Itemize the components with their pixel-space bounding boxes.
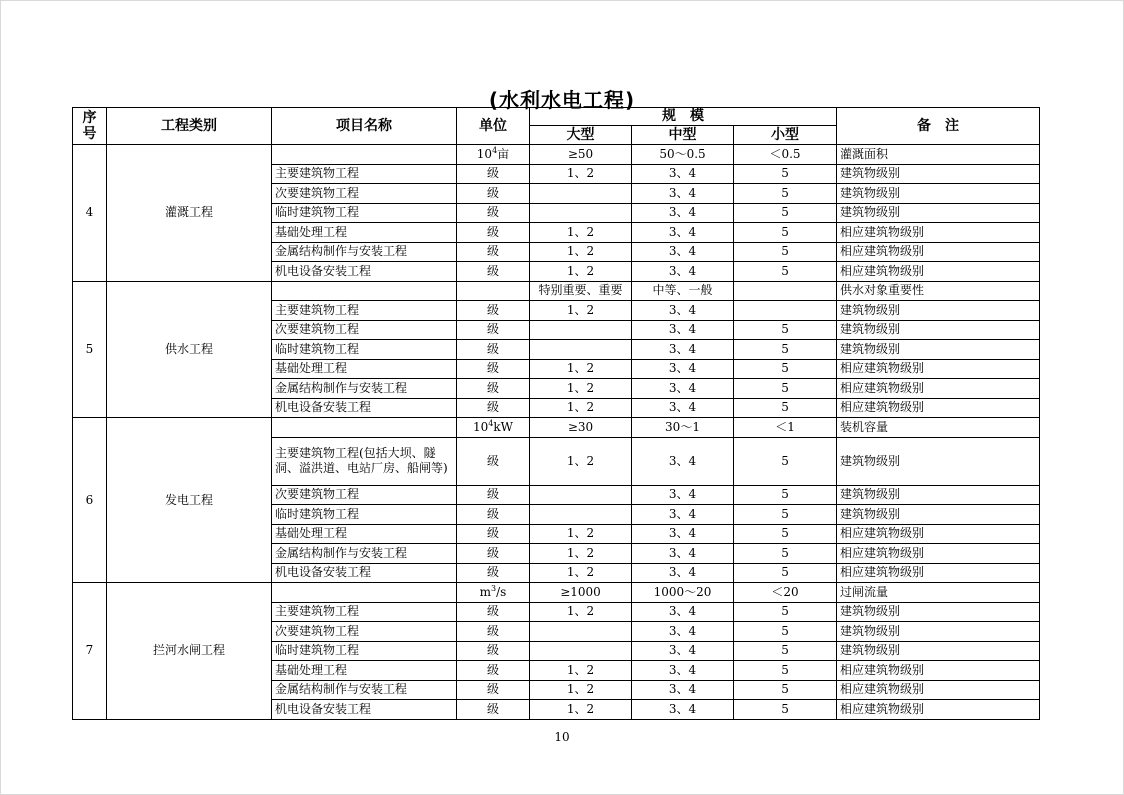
item-cell: 基础处理工程 [272, 359, 457, 379]
note-cell: 相应建筑物级别 [837, 242, 1040, 262]
large-cell [530, 184, 632, 204]
unit-cell: 级 [457, 505, 530, 525]
small-cell: 5 [734, 622, 837, 642]
unit-cell: 级 [457, 563, 530, 583]
medium-cell: 30～1 [632, 418, 734, 438]
unit-cell: 级 [457, 164, 530, 184]
unit-cell [457, 583, 530, 603]
note-cell: 相应建筑物级别 [837, 398, 1040, 418]
note-cell: 建筑物级别 [837, 301, 1040, 321]
note-cell: 供水对象重要性 [837, 281, 1040, 301]
item-cell: 临时建筑物工程 [272, 340, 457, 360]
medium-cell: 3、4 [632, 359, 734, 379]
header-seq [73, 108, 107, 145]
medium-cell: 3、4 [632, 203, 734, 223]
item-cell: 主要建筑物工程 [272, 602, 457, 622]
seq-cell: 4 [73, 145, 107, 282]
header-small: 小型 [734, 126, 837, 145]
unit-exponent: 4 [488, 418, 494, 428]
note-cell: 建筑物级别 [837, 164, 1040, 184]
small-cell [734, 281, 837, 301]
medium-cell: 3、4 [632, 398, 734, 418]
small-cell: 5 [734, 661, 837, 681]
item-cell: 主要建筑物工程 [272, 301, 457, 321]
note-cell: 建筑物级别 [837, 602, 1040, 622]
page-number: 10 [554, 730, 570, 744]
item-cell: 临时建筑物工程 [272, 641, 457, 661]
item-cell [272, 281, 457, 301]
note-cell: 相应建筑物级别 [837, 700, 1040, 720]
medium-cell: 3、4 [632, 622, 734, 642]
item-cell: 主要建筑物工程(包括大坝、隧洞、溢洪道、电站厂房、船闸等) [272, 437, 457, 485]
large-cell: 1、2 [530, 437, 632, 485]
unit-base: 10 [476, 146, 493, 161]
small-cell: 5 [734, 544, 837, 564]
header-category: 工程类别 [107, 108, 272, 145]
note-cell: 相应建筑物级别 [837, 524, 1040, 544]
category-cell: 供水工程 [107, 281, 272, 418]
medium-cell: 3、4 [632, 661, 734, 681]
item-cell: 机电设备安装工程 [272, 700, 457, 720]
note-cell: 过闸流量 [837, 583, 1040, 603]
header-scale: 规 模 [530, 108, 837, 126]
item-cell [272, 145, 457, 165]
large-cell: 1、2 [530, 359, 632, 379]
large-cell: ≥1000 [530, 583, 632, 603]
large-cell: 1、2 [530, 661, 632, 681]
category-cell: 拦河水闸工程 [107, 583, 272, 720]
medium-cell: 3、4 [632, 524, 734, 544]
small-cell: 5 [734, 641, 837, 661]
large-cell: 特别重要、重要 [530, 281, 632, 301]
unit-cell: 级 [457, 524, 530, 544]
item-cell: 基础处理工程 [272, 223, 457, 243]
small-cell: 5 [734, 437, 837, 485]
unit-rest: /s [496, 584, 507, 599]
large-cell: ≥30 [530, 418, 632, 438]
small-cell: 5 [734, 340, 837, 360]
item-cell: 临时建筑物工程 [272, 203, 457, 223]
item-cell [272, 418, 457, 438]
unit-cell: 级 [457, 485, 530, 505]
unit-cell: 级 [457, 398, 530, 418]
note-cell: 建筑物级别 [837, 184, 1040, 204]
item-cell: 次要建筑物工程 [272, 622, 457, 642]
large-cell: 1、2 [530, 242, 632, 262]
item-cell: 机电设备安装工程 [272, 398, 457, 418]
small-cell: 5 [734, 563, 837, 583]
large-cell: 1、2 [530, 301, 632, 321]
medium-cell: 3、4 [632, 505, 734, 525]
large-cell: 1、2 [530, 379, 632, 399]
medium-cell: 3、4 [632, 602, 734, 622]
small-cell: 5 [734, 398, 837, 418]
unit-cell: 级 [457, 262, 530, 282]
medium-cell: 3、4 [632, 262, 734, 282]
header-large: 大型 [530, 126, 632, 145]
small-cell [734, 301, 837, 321]
unit-exponent: 3 [491, 583, 497, 593]
small-cell: 5 [734, 242, 837, 262]
small-cell: 5 [734, 379, 837, 399]
note-cell: 建筑物级别 [837, 485, 1040, 505]
note-cell: 相应建筑物级别 [837, 563, 1040, 583]
small-cell: 5 [734, 359, 837, 379]
large-cell [530, 340, 632, 360]
category-cell: 灌溉工程 [107, 145, 272, 282]
note-cell: 相应建筑物级别 [837, 379, 1040, 399]
seq-cell: 6 [73, 418, 107, 583]
header-unit: 单位 [457, 108, 530, 145]
unit-rest: 亩 [497, 146, 510, 161]
note-cell: 灌溉面积 [837, 145, 1040, 165]
item-cell: 金属结构制作与安装工程 [272, 544, 457, 564]
medium-cell: 3、4 [632, 437, 734, 485]
unit-cell: 级 [457, 680, 530, 700]
header-item: 项目名称 [272, 108, 457, 145]
seq-cell: 5 [73, 281, 107, 418]
medium-cell: 3、4 [632, 301, 734, 321]
note-cell: 建筑物级别 [837, 320, 1040, 340]
item-cell: 基础处理工程 [272, 661, 457, 681]
large-cell [530, 485, 632, 505]
unit-cell: 级 [457, 641, 530, 661]
small-cell: 5 [734, 262, 837, 282]
medium-cell: 1000～20 [632, 583, 734, 603]
large-cell: 1、2 [530, 563, 632, 583]
note-cell: 装机容量 [837, 418, 1040, 438]
medium-cell: 3、4 [632, 379, 734, 399]
unit-cell: 级 [457, 320, 530, 340]
small-cell: 5 [734, 524, 837, 544]
item-cell: 临时建筑物工程 [272, 505, 457, 525]
medium-cell: 3、4 [632, 485, 734, 505]
medium-cell: 3、4 [632, 563, 734, 583]
large-cell: 1、2 [530, 223, 632, 243]
small-cell: ＜1 [734, 418, 837, 438]
scale-table [72, 107, 1040, 720]
unit-cell: 级 [457, 203, 530, 223]
medium-cell: 3、4 [632, 164, 734, 184]
unit-cell [457, 418, 530, 438]
unit-cell: 级 [457, 301, 530, 321]
table-body [73, 145, 1040, 720]
table-row [73, 281, 1040, 301]
unit-cell [457, 145, 530, 165]
unit-cell: 级 [457, 242, 530, 262]
table-row [73, 583, 1040, 603]
large-cell: 1、2 [530, 398, 632, 418]
unit-cell [457, 281, 530, 301]
small-cell: 5 [734, 680, 837, 700]
note-cell: 建筑物级别 [837, 641, 1040, 661]
note-cell: 建筑物级别 [837, 437, 1040, 485]
page-title: (水利水电工程) [488, 88, 636, 112]
unit-cell: 级 [457, 622, 530, 642]
large-cell [530, 320, 632, 340]
item-cell: 次要建筑物工程 [272, 184, 457, 204]
note-cell: 相应建筑物级别 [837, 359, 1040, 379]
small-cell: 5 [734, 700, 837, 720]
item-cell: 机电设备安装工程 [272, 563, 457, 583]
medium-cell: 50～0.5 [632, 145, 734, 165]
item-cell [272, 583, 457, 603]
header-medium: 中型 [632, 126, 734, 145]
item-cell: 金属结构制作与安装工程 [272, 242, 457, 262]
medium-cell: 3、4 [632, 184, 734, 204]
medium-cell: 3、4 [632, 242, 734, 262]
table-row [73, 145, 1040, 165]
large-cell: 1、2 [530, 524, 632, 544]
medium-cell: 3、4 [632, 680, 734, 700]
small-cell: 5 [734, 485, 837, 505]
note-cell: 相应建筑物级别 [837, 544, 1040, 564]
note-cell: 相应建筑物级别 [837, 680, 1040, 700]
unit-cell: 级 [457, 602, 530, 622]
note-cell: 建筑物级别 [837, 622, 1040, 642]
unit-cell: 级 [457, 379, 530, 399]
header-seq-bottom: 号 [82, 126, 97, 142]
large-cell [530, 622, 632, 642]
header-seq-top: 序 [82, 110, 97, 126]
small-cell: 5 [734, 184, 837, 204]
large-cell: 1、2 [530, 164, 632, 184]
medium-cell: 3、4 [632, 320, 734, 340]
seq-cell: 7 [73, 583, 107, 720]
header-note: 备 注 [837, 108, 1040, 145]
item-cell: 次要建筑物工程 [272, 320, 457, 340]
unit-cell: 级 [457, 340, 530, 360]
unit-rest: kW [493, 419, 513, 434]
small-cell: 5 [734, 203, 837, 223]
small-cell: 5 [734, 164, 837, 184]
medium-cell: 3、4 [632, 641, 734, 661]
medium-cell: 3、4 [632, 223, 734, 243]
item-cell: 机电设备安装工程 [272, 262, 457, 282]
unit-cell: 级 [457, 223, 530, 243]
note-cell: 建筑物级别 [837, 203, 1040, 223]
large-cell [530, 203, 632, 223]
unit-cell: 级 [457, 437, 530, 485]
item-cell: 主要建筑物工程 [272, 164, 457, 184]
large-cell [530, 505, 632, 525]
medium-cell: 3、4 [632, 700, 734, 720]
unit-cell: 级 [457, 544, 530, 564]
table-row [73, 418, 1040, 438]
item-cell: 基础处理工程 [272, 524, 457, 544]
small-cell: 5 [734, 320, 837, 340]
large-cell: 1、2 [530, 544, 632, 564]
small-cell: ＜20 [734, 583, 837, 603]
unit-base: m [479, 584, 492, 599]
small-cell: 5 [734, 223, 837, 243]
item-cell: 金属结构制作与安装工程 [272, 379, 457, 399]
note-cell: 相应建筑物级别 [837, 262, 1040, 282]
medium-cell: 中等、一般 [632, 281, 734, 301]
large-cell [530, 641, 632, 661]
item-cell: 金属结构制作与安装工程 [272, 680, 457, 700]
large-cell: 1、2 [530, 700, 632, 720]
large-cell: 1、2 [530, 680, 632, 700]
unit-cell: 级 [457, 700, 530, 720]
note-cell: 建筑物级别 [837, 505, 1040, 525]
unit-cell: 级 [457, 184, 530, 204]
unit-base: 10 [473, 419, 489, 434]
small-cell: 5 [734, 602, 837, 622]
medium-cell: 3、4 [632, 340, 734, 360]
large-cell: 1、2 [530, 262, 632, 282]
item-cell: 次要建筑物工程 [272, 485, 457, 505]
note-cell: 相应建筑物级别 [837, 661, 1040, 681]
unit-cell: 级 [457, 661, 530, 681]
large-cell: 1、2 [530, 602, 632, 622]
medium-cell: 3、4 [632, 544, 734, 564]
large-cell: ≥50 [530, 145, 632, 165]
unit-cell: 级 [457, 359, 530, 379]
note-cell: 相应建筑物级别 [837, 223, 1040, 243]
small-cell: ＜0.5 [734, 145, 837, 165]
category-cell: 发电工程 [107, 418, 272, 583]
unit-exponent: 4 [492, 145, 498, 155]
note-cell: 建筑物级别 [837, 340, 1040, 360]
small-cell: 5 [734, 505, 837, 525]
